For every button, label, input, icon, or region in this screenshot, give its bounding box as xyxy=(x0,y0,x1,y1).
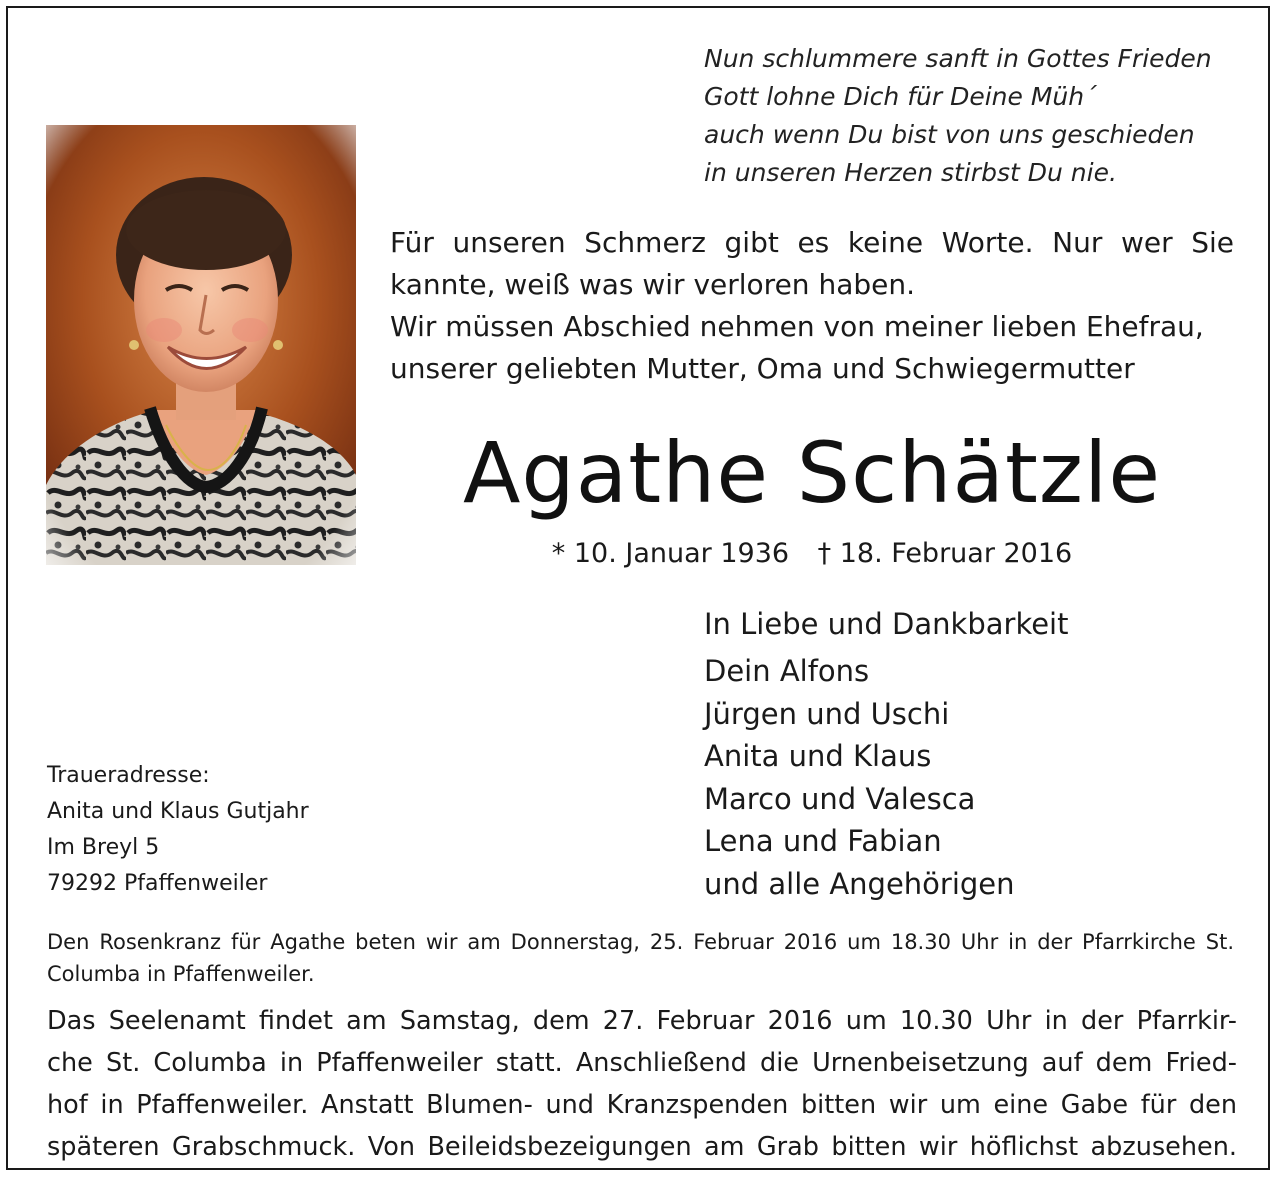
poem-line: Nun schlummere sanft in Gottes Frieden xyxy=(704,44,1212,73)
address-label: Traueradresse: xyxy=(47,763,210,788)
family-member: Anita und Klaus xyxy=(704,739,932,773)
portrait-photo xyxy=(46,125,356,565)
mourning-address xyxy=(47,758,467,902)
family-intro: In Liebe und Dankbarkeit xyxy=(704,607,1069,641)
life-dates xyxy=(390,534,1234,574)
family-member: Jürgen und Uschi xyxy=(704,696,950,731)
address-line: Im Breyl 5 xyxy=(47,835,160,860)
poem-line: Gott lohne Dich für Deine Müh´ xyxy=(704,82,1097,111)
family-signatures xyxy=(704,604,1264,905)
family-member: Marco und Valesca xyxy=(704,781,976,816)
birth-date: * 10. Januar 1936 xyxy=(551,538,790,569)
deceased-name: Agathe Schätzle xyxy=(462,424,1162,522)
intro-farewell-line: Wir müssen Abschied nehmen von meiner lieben Ehefrau, xyxy=(390,310,1204,343)
intro-text xyxy=(390,222,1234,390)
rosary-notice: Den Rosenkranz für Agathe beten wir am Donnerstag, 25. Februar 2016 um 18.30 Uhr in der Pfarrkirche St. Columba in Pfaffenweiler. xyxy=(47,930,1234,986)
address-line: Anita und Klaus Gutjahr xyxy=(47,799,309,824)
requiem-line: hof in Pfaffenweiler. Anstatt Blumen- und Kranzspenden bitten wir um eine Gabe für den xyxy=(47,1090,1237,1120)
requiem-line: che St. Columba in Pfaffenweiler statt. Anschließend die Urnenbeisetzung auf dem Fried- xyxy=(47,1048,1237,1078)
intro-paragraph: Für unseren Schmerz gibt es keine Worte. Nur wer Sie kannte, weiß was wir verloren haben. xyxy=(390,226,1234,301)
family-member: Dein Alfons xyxy=(704,654,870,688)
memorial-poem xyxy=(704,40,1264,192)
requiem-line: Das Seelenamt findet am Samstag, dem 27. Februar 2016 um 10.30 Uhr in der Pfarrkir- xyxy=(47,1006,1237,1036)
poem-line: auch wenn Du bist von uns geschieden xyxy=(704,120,1195,149)
family-member: und alle Angehörigen xyxy=(704,866,1015,901)
death-date: † 18. Februar 2016 xyxy=(817,538,1073,569)
intro-relations-line: unserer geliebten Mutter, Oma und Schwiegermutter xyxy=(390,352,1135,385)
address-line: 79292 Pfaffenweiler xyxy=(47,871,268,896)
family-member: Lena und Fabian xyxy=(704,824,942,858)
portrait-photo-image xyxy=(46,125,356,565)
requiem-line: späteren Grabschmuck. Von Beileidsbezeigungen am Grab bitten wir höflichst abzusehen. xyxy=(47,1132,1237,1162)
requiem-notice xyxy=(47,1000,1237,1168)
poem-line: in unseren Herzen stirbst Du nie. xyxy=(704,158,1117,187)
